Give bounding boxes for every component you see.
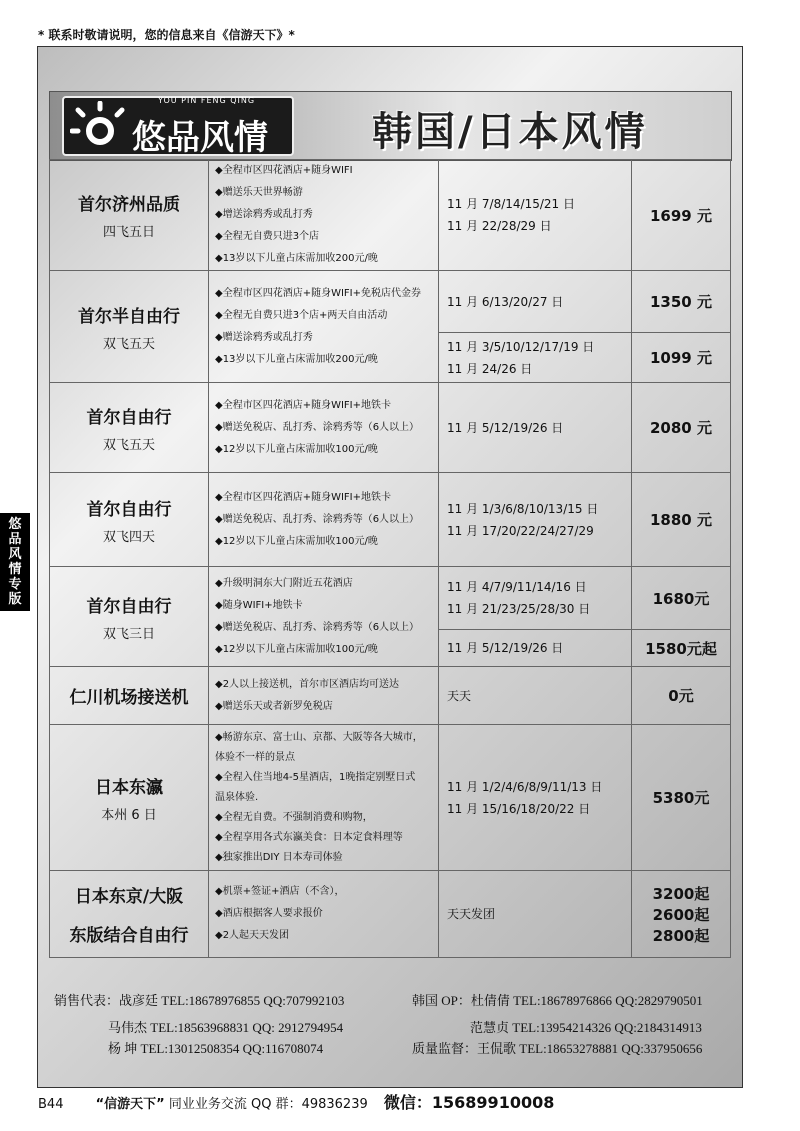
tour-name: 仁川机场接送机 [69, 688, 189, 708]
sales-contacts [54, 990, 734, 1070]
tour-table [49, 159, 731, 958]
sales-line: 马伟杰 TEL:18563968831 QQ: 2912794954 [108, 1020, 344, 1035]
feature-item: ◆畅游东京、富士山、京都、大阪等各大城市， [215, 731, 423, 743]
sales-line: 销售代表：战彦廷 TEL:18678976855 QQ:707992103 [54, 993, 345, 1008]
date-line: 11 月 5/12/19/26 日 [447, 641, 564, 655]
tour-name-cell [50, 667, 209, 725]
footer [38, 1090, 554, 1113]
quality-line: 质量监督：王侃歌 TEL:18653278881 QQ:337950656 [412, 1041, 703, 1056]
feature-item: ◆增送涂鸦秀或乱打秀 [215, 209, 313, 220]
tour-price: 1880 元 [632, 473, 731, 567]
date-line: 11 月 21/23/25/28/30 日 [447, 602, 591, 616]
tour-price: 3200起 2600起 2800起 [632, 871, 731, 958]
tour-dates [439, 630, 632, 667]
tour-price: 1099 元 [632, 333, 731, 383]
tour-name: 首尔自由行 [86, 407, 172, 428]
feature-item: ◆升级明洞东大门附近五花酒店 [215, 577, 353, 589]
tour-name-cell [50, 871, 209, 958]
tour-features [209, 160, 439, 271]
tour-price: 1580元起 [632, 630, 731, 667]
tour-duration: 东版结合自由行 [69, 926, 189, 946]
feature-item: ◆2人以上接送机，首尔市区酒店均可送达 [215, 678, 400, 690]
tour-name: 首尔自由行 [86, 499, 172, 520]
tour-price: 2080 元 [632, 383, 731, 473]
date-line: 天天发团 [447, 907, 496, 921]
date-line: 11 月 7/8/14/15/21 日 [447, 197, 575, 211]
feature-item: 温泉体验. [215, 791, 259, 803]
tour-dates [439, 160, 632, 271]
tour-price: 0元 [632, 667, 731, 725]
date-line: 11 月 17/20/22/24/27/29 [447, 523, 594, 538]
date-line: 天天 [447, 688, 472, 703]
tour-dates [439, 667, 632, 725]
feature-item: ◆赠送免税店、乱打秀、涂鸦秀等（6人以上） [215, 621, 420, 633]
tour-duration: 双飞四天 [102, 529, 155, 545]
tour-price: 5380元 [632, 725, 731, 871]
feature-item: ◆随身WIFI+地铁卡 [215, 599, 303, 611]
tour-name: 首尔自由行 [86, 596, 172, 617]
tour-duration: 本州 6 日 [101, 807, 157, 823]
sales-line: 杨 坤 TEL:13012508354 QQ:116708074 [108, 1041, 324, 1056]
date-line: 11 月 1/2/4/6/8/9/11/13 日 [447, 779, 603, 794]
tour-name-cell [50, 160, 209, 271]
footer-brand: “信游天下” [95, 1097, 165, 1112]
feature-item: ◆全程无自费。不强制消费和购物， [215, 811, 373, 823]
logo-subtitle: YOU PIN FENG QING [158, 96, 256, 105]
feature-item: ◆全程无自费只进3个店 [215, 231, 320, 242]
date-line: 11 月 5/12/19/26 日 [447, 420, 564, 435]
tour-dates [439, 383, 632, 473]
tour-features [209, 567, 439, 667]
op-line: 韩国 OP：杜倩倩 TEL:18678976866 QQ:2829790501 [412, 993, 703, 1008]
tour-name-cell [50, 725, 209, 871]
feature-item: ◆12岁以下儿童占床需加收100元/晚 [215, 443, 378, 455]
tour-name-cell [50, 567, 209, 667]
tour-name: 日本东瀛 [95, 777, 163, 798]
feature-item: ◆赠送涂鸦秀或乱打秀 [215, 331, 313, 343]
tour-row [50, 383, 731, 473]
tour-name: 日本东京/大阪 [74, 887, 184, 907]
feature-item: ◆13岁以下儿童占床需加收200元/晚 [215, 353, 378, 365]
feature-item: ◆赠送免税店、乱打秀、涂鸦秀等（6人以上） [215, 513, 420, 525]
tour-dates [439, 871, 632, 958]
tour-price: 1680元 [632, 567, 731, 630]
tour-features [209, 871, 439, 958]
date-line: 11 月 24/26 日 [447, 361, 533, 376]
banner-title: 韩国/日本风情 [372, 109, 648, 155]
feature-item: ◆机票+签证+酒店（不含）， [215, 886, 345, 897]
date-line: 11 月 6/13/20/27 日 [447, 294, 564, 309]
tour-dates [439, 473, 632, 567]
tour-price: 1699 元 [632, 160, 731, 271]
tour-dates [439, 333, 632, 383]
feature-item: ◆全程市区四花酒店+随身WIFI+地铁卡 [215, 399, 391, 411]
tour-duration: 双飞五天 [102, 336, 155, 352]
page-number: B44 [38, 1097, 64, 1112]
tour-name: 首尔济州品质 [78, 195, 180, 215]
footer-wechat: 微信：15689910008 [383, 1093, 555, 1112]
tour-features [209, 725, 439, 871]
date-line: 11 月 4/7/9/11/14/16 日 [447, 580, 587, 594]
feature-item: ◆全程市区四花酒店+随身WIFI+免税店代金券 [215, 287, 421, 299]
date-line: 11 月 15/16/18/20/22 日 [447, 801, 591, 816]
op-line: 范慧贞 TEL:13954214326 QQ:2184314913 [470, 1020, 702, 1035]
tour-duration: 双飞五天 [102, 437, 155, 453]
tour-dates [439, 567, 632, 630]
tour-features [209, 383, 439, 473]
feature-item: 体验不一样的景点 [215, 751, 295, 763]
tour-name-cell [50, 271, 209, 383]
feature-item: ◆酒店根据客人要求报价 [215, 908, 323, 919]
feature-item: ◆12岁以下儿童占床需加收100元/晚 [215, 643, 378, 655]
tour-duration: 双飞三日 [102, 626, 155, 642]
tour-features [209, 473, 439, 567]
sun-logo-icon [70, 101, 130, 153]
feature-item: ◆全程市区四花酒店+随身WIFI+地铁卡 [215, 491, 391, 503]
date-line: 11 月 3/5/10/12/17/19 日 [447, 339, 595, 354]
top-note: * 联系时敬请说明，您的信息来自《信游天下》* [38, 28, 295, 42]
tour-price: 1350 元 [632, 271, 731, 333]
tour-dates [439, 271, 632, 333]
feature-item: ◆2人起天天发团 [215, 930, 290, 941]
tour-features [209, 667, 439, 725]
date-line: 11 月 22/28/29 日 [447, 219, 552, 233]
side-tab: 悠 品 风 情 专 版 [0, 513, 30, 611]
tour-features [209, 271, 439, 383]
feature-item: ◆赠送乐天或者新罗免税店 [215, 700, 333, 712]
tour-row [50, 271, 731, 333]
tour-row [50, 567, 731, 630]
tour-row [50, 160, 731, 271]
feature-item: ◆赠送乐天世界畅游 [215, 187, 303, 198]
feature-item: ◆12岁以下儿童占床需加收100元/晚 [215, 535, 378, 547]
tour-dates [439, 725, 632, 871]
tour-name: 首尔半自由行 [78, 306, 180, 327]
tour-name-cell [50, 473, 209, 567]
feature-item: ◆独家推出DIY 日本寿司体验 [215, 851, 343, 863]
feature-item: ◆全程享用各式东瀛美食：日本定食料理等 [215, 831, 403, 843]
feature-item: ◆全程市区四花酒店+随身WIFI [215, 165, 353, 176]
tour-row [50, 725, 731, 871]
date-line: 11 月 1/3/6/8/10/13/15 日 [447, 501, 599, 516]
tour-duration: 四飞五日 [102, 225, 155, 240]
feature-item: ◆13岁以下儿童占床需加收200元/晚 [215, 253, 378, 264]
tour-row [50, 473, 731, 567]
tour-name-cell [50, 383, 209, 473]
logo-title: 悠品风情 [132, 118, 268, 158]
feature-item: ◆全程无自费只进3个店+两天自由活动 [215, 309, 388, 321]
tour-row [50, 871, 731, 958]
feature-item: ◆赠送免税店、乱打秀、涂鸦秀等（6人以上） [215, 421, 420, 433]
feature-item: ◆全程入住当地4-5星酒店，1晚指定别墅日式 [215, 771, 416, 783]
tour-row [50, 667, 731, 725]
footer-group: 同业业务交流 QQ 群：49836239 [168, 1097, 368, 1112]
